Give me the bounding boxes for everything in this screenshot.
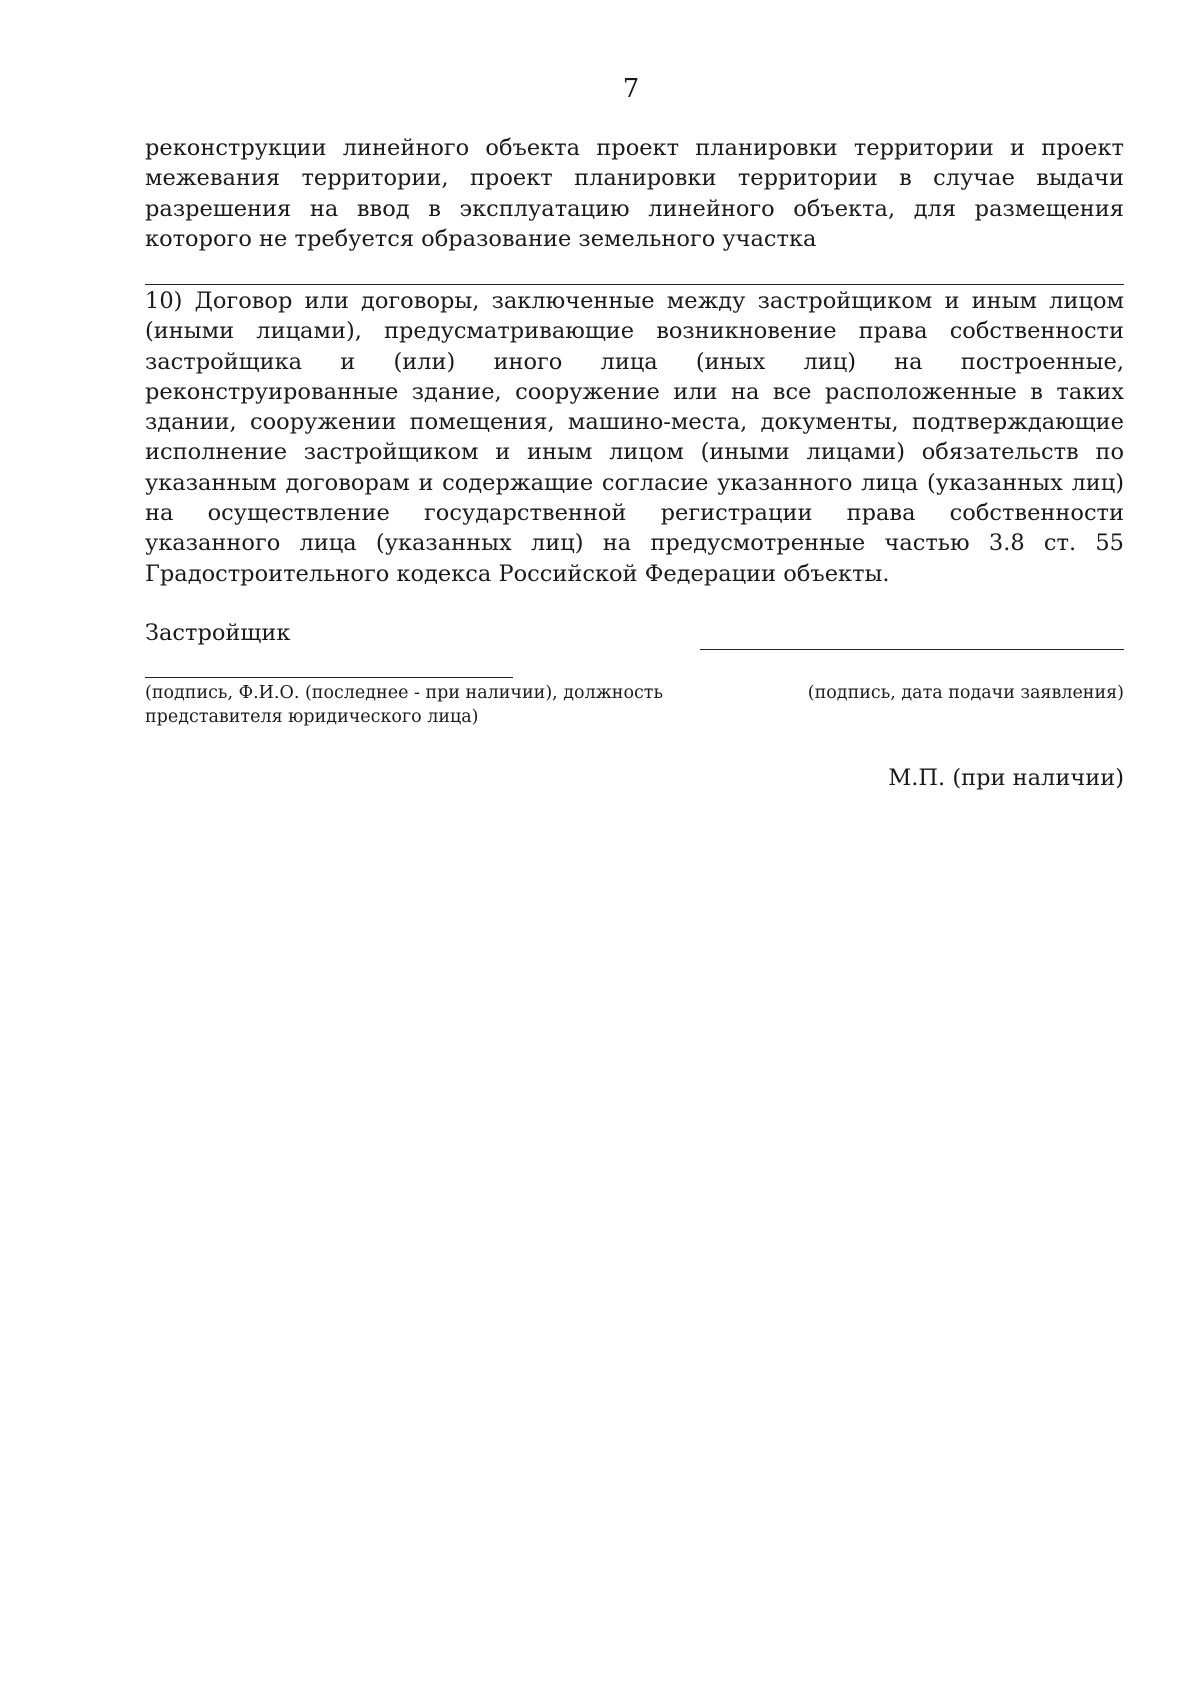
representative-signature-caption: (подпись, Ф.И.О. (последнее - при наличии), должность представителя юридического лица)	[145, 683, 664, 727]
page-number: 7	[622, 74, 640, 104]
stamp-note: М.П. (при наличии)	[888, 765, 1124, 791]
section-1-paragraph: реконструкции линейного объекта проект планировки территории и проект межевания территории, проект планировки территории в случае выдачи разрешения на ввод в эксплуатацию линейного объекта, для размещения которого не требуется образование земельного участка	[145, 135, 1124, 252]
section-1-text-block	[145, 133, 1124, 254]
section-2-paragraph: 10) Договор или договоры, заключенные между застройщиком и иным лицом (иными лицами), предусматривающие возникновение права собственности застройщика и (или) иного лица (иных лиц) на построенные, реконструированные здание, сооружение или на все расположенные в таких здании, сооружении помещения, машино-места, документы, подтверждающие исполнение застройщиком и иным лицом (иными лицами) обязательств по указанным договорам и содержащие согласие указанного лица (указанных лиц) на осуществление государственной регистрации права собственности указанного лица (указанных лиц) на предусмотренные частью 3.8 ст. 55 Градостроительного кодекса Российской Федерации объекты.	[145, 288, 1124, 587]
section-2-text-block	[145, 286, 1124, 589]
date-signature-line	[700, 649, 1124, 650]
date-signature-caption: (подпись, дата подачи заявления)	[807, 683, 1124, 703]
section-divider	[145, 284, 1124, 285]
representative-signature-line	[145, 677, 513, 678]
signer-label: Застройщик	[145, 620, 291, 646]
